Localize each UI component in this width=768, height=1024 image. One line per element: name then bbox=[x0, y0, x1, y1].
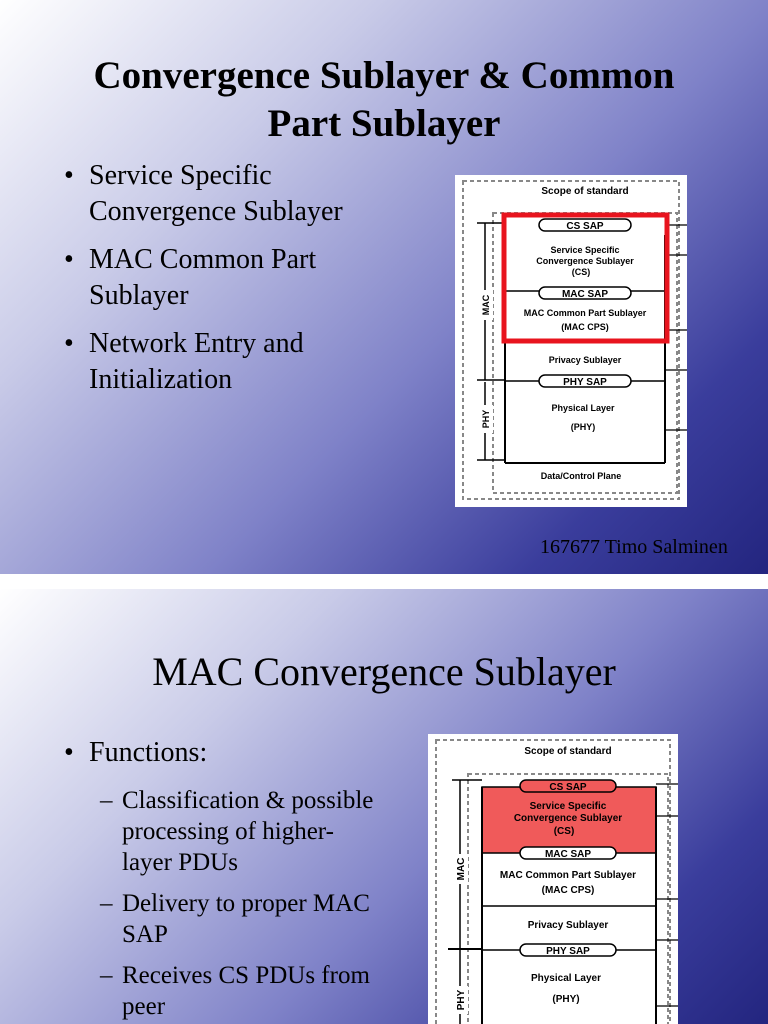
phy-line-2: (PHY) bbox=[552, 994, 580, 1005]
bullet-icon: • bbox=[64, 737, 74, 768]
sub-bullet-text: Classification & possible processing of higher-layer PDUs bbox=[122, 787, 374, 876]
phy-sap-label: PHY SAP bbox=[563, 377, 607, 388]
title-line-1: Convergence Sublayer & Common bbox=[93, 54, 675, 97]
cs-line-1: Service Specific bbox=[529, 801, 607, 812]
bullet-icon: • bbox=[64, 244, 74, 275]
phy-line-1: Physical Layer bbox=[551, 403, 615, 413]
phy-side-label: PHY bbox=[481, 409, 491, 429]
cs-line-1: Service Specific bbox=[550, 245, 620, 255]
cs-line-3: (CS) bbox=[553, 826, 575, 837]
title-line-2: Part Sublayer bbox=[267, 102, 501, 145]
sub-bullet-text: Delivery to proper MAC SAP bbox=[122, 890, 370, 948]
cs-line-2: Convergence Sublayer bbox=[536, 256, 634, 266]
phy-line-1: Physical Layer bbox=[530, 973, 602, 984]
cps-line-2: (MAC CPS) bbox=[561, 322, 609, 332]
scope-label: Scope of standard bbox=[524, 746, 612, 757]
dash-icon: – bbox=[100, 962, 113, 989]
bullet-text: Functions: bbox=[89, 737, 208, 768]
mac-sap-label: MAC SAP bbox=[544, 849, 592, 860]
plane-label: Data/Control Plane bbox=[540, 471, 622, 481]
scope-label: Scope of standard bbox=[541, 186, 629, 197]
slide-mac-convergence-sublayer bbox=[0, 589, 768, 1024]
dash-icon: – bbox=[100, 787, 113, 814]
privacy-label: Privacy Sublayer bbox=[548, 355, 622, 365]
bullet-item bbox=[64, 735, 207, 771]
cs-line-2: Convergence Sublayer bbox=[513, 813, 623, 824]
mac-sap-label: MAC SAP bbox=[561, 289, 609, 300]
bullet-text: Service Specific Convergence Sublayer bbox=[89, 160, 343, 227]
phy-line-2: (PHY) bbox=[570, 422, 596, 432]
sub-bullet-text: Receives CS PDUs from peer bbox=[122, 962, 370, 1020]
cps-line-2: (MAC CPS) bbox=[541, 885, 595, 896]
mac-side-label: MAC bbox=[456, 857, 467, 881]
bullet-item bbox=[64, 158, 394, 230]
protocol-stack-diagram bbox=[455, 175, 687, 507]
bullet-text: MAC Common Part Sublayer bbox=[89, 244, 317, 311]
sub-bullet-item bbox=[100, 960, 380, 1022]
privacy-label: Privacy Sublayer bbox=[527, 920, 609, 931]
bullet-text: Network Entry and Initialization bbox=[89, 328, 304, 395]
bullet-icon: • bbox=[64, 328, 74, 359]
dash-icon: – bbox=[100, 890, 113, 917]
slide-title: MAC Convergence Sublayer bbox=[152, 649, 616, 694]
cps-line-1: MAC Common Part Sublayer bbox=[523, 308, 647, 318]
cps-line-1: MAC Common Part Sublayer bbox=[499, 870, 637, 881]
slide-footer: 167677 Timo Salminen bbox=[540, 536, 728, 558]
cs-sap-label: CS SAP bbox=[549, 782, 587, 793]
phy-sap-label: PHY SAP bbox=[546, 946, 590, 957]
sub-bullet-item bbox=[100, 888, 380, 950]
cs-sap-label: CS SAP bbox=[566, 221, 604, 232]
bullet-item bbox=[64, 242, 394, 314]
bullet-list bbox=[64, 158, 394, 410]
sub-bullet-list bbox=[100, 785, 380, 1024]
mac-side-label: MAC bbox=[481, 294, 491, 316]
protocol-stack-diagram bbox=[428, 734, 678, 1024]
slide-title bbox=[0, 52, 768, 148]
phy-side-label: PHY bbox=[456, 989, 467, 1011]
bullet-item bbox=[64, 326, 394, 398]
cs-line-3: (CS) bbox=[571, 267, 591, 277]
bullet-icon: • bbox=[64, 160, 74, 191]
sub-bullet-item bbox=[100, 785, 380, 878]
